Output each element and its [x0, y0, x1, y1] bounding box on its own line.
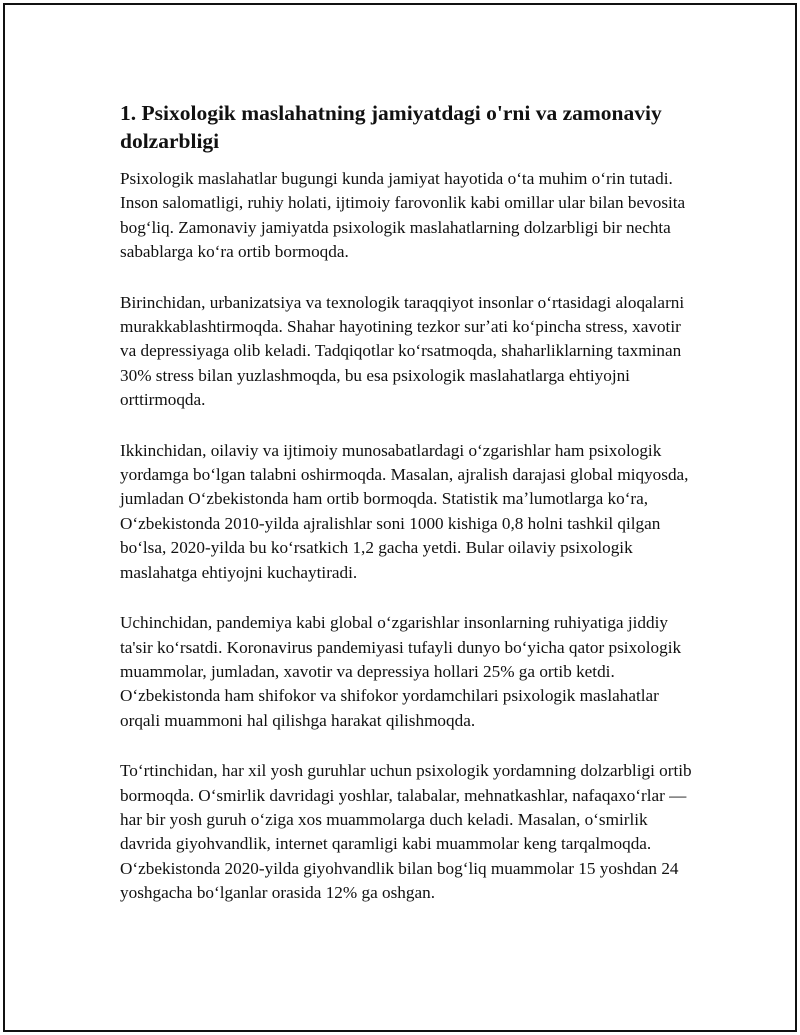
paragraph-second-reason: Ikkinchidan, oilaviy va ijtimoiy munosabatlardagi oʻzgarishlar ham psixologik yordamga boʻlgan talabni oshirmoqda. Masalan, ajralish darajasi global miqyosda, jumladan Oʻzbekistonda ham ortib bormoqda. Statistik maʼlumotlarga koʻra, Oʻzbekistonda 2010-yilda ajralishlar soni 1000 kishiga 0,8 holni tashkil qilgan boʻlsa, 2020-yilda bu koʻrsatkich 1,2 gacha yetdi. Bular oilaviy psixologik maslahatga ehtiyojni kuchaytiradi. [120, 440, 689, 582]
paragraph-intro: Psixologik maslahatlar bugungi kunda jamiyat hayotida oʻta muhim oʻrin tutadi. Inson salomatligi, ruhiy holati, ijtimoiy farovonlik kabi omillar ular bilan bevosita bogʻliq. Zamonaviy jamiyatda psixologik maslahatlarning dolzarbligi bir nechta sabablarga koʻra ortib bormoqda. [120, 169, 686, 262]
paragraph-fourth-reason: Toʻrtinchidan, har xil yosh guruhlar uchun psixologik yordamning dolzarbligi ortib bormoqda. Oʻsmirlik davridagi yoshlar, talabalar, mehnatkashlar, nafaqaxoʻrlar — har bir yosh guruh oʻziga xos muammolarga duch keladi. Masalan, oʻsmirlik davrida giyohvandlik, internet qaramligi kabi muammolar keng tarqalmoqda. Oʻzbekistonda 2020-yilda giyohvandlik bilan bogʻliq muammolar 15 yoshdan 24 yoshgacha boʻlganlar orasida 12% ga oshgan. [120, 761, 692, 903]
section-title: 1. Psixologik maslahatning jamiyatdagi o'rni va zamonaviy dolzarbligi [120, 101, 662, 153]
paragraph-first-reason: Birinchidan, urbanizatsiya va texnologik taraqqiyot insonlar oʻrtasidagi aloqalarni murakkablashtirmoqda. Shahar hayotining tezkor surʼati koʻpincha stress, xavotir va depressiyaga olib keladi. Tadqiqotlar koʻrsatmoqda, shaharliklarning taxminan 30% stress bilan yuzlashmoqda, bu esa psixologik maslahatlarga ehtiyojni orttirmoqda. [120, 292, 685, 410]
document-body [120, 99, 695, 932]
page-frame [3, 3, 797, 1032]
paragraph-third-reason: Uchinchidan, pandemiya kabi global oʻzgarishlar insonlarning ruhiyatiga jiddiy ta'sir koʻrsatdi. Koronavirus pandemiyasi tufayli dunyo boʻyicha qator psixologik muammolar, jumladan, xavotir va depressiya hollari 25% ga ortib ketdi. Oʻzbekistonda ham shifokor va shifokor yordamchilari psixologik maslahatlar orqali muammoni hal qilishga harakat qilishmoqda. [120, 613, 682, 730]
